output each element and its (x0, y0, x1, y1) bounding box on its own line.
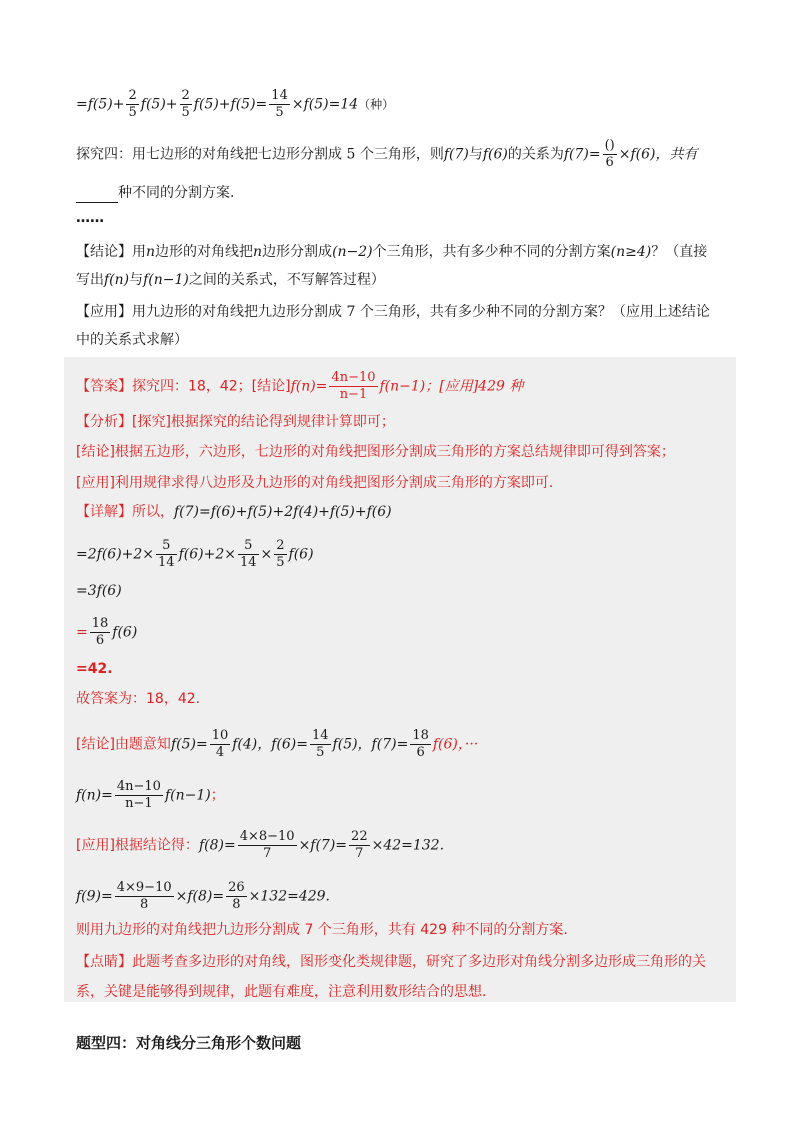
math-term: f(7)= (563, 146, 601, 163)
text: 个三角形，则 (359, 146, 444, 163)
detail-line-11: 则用九边形的对角线把九边形分割成 7 个三角形，共有 429 种不同的分割方案. (76, 922, 568, 938)
text: ； (210, 787, 225, 804)
ellipsis: …… (76, 210, 104, 226)
math-term: × (260, 546, 273, 563)
analysis-line-2: [结论]根据五边形，六边形，七边形的对角线把图形分割成三角形的方案总结规律即可得到答案； (76, 444, 675, 460)
frac-num: () (604, 138, 615, 153)
detail-line-9 (76, 829, 444, 862)
frac-num: 2 (276, 538, 285, 553)
frac-den: 6 (95, 633, 105, 648)
frac-den: 5 (128, 105, 137, 120)
frac-num: 18 (412, 728, 429, 743)
conclusion-line-2 (76, 270, 385, 290)
math-term: f(6)，··· (432, 736, 479, 753)
text: 与 (468, 146, 483, 163)
unit-text: （种） (358, 97, 395, 112)
math-term: f(5)+ (140, 96, 178, 113)
fraction (269, 88, 290, 121)
math-term: f(5)= (170, 736, 208, 753)
math-term: f(n)= (290, 378, 328, 395)
frac-num: 5 (238, 538, 259, 555)
math-term: f(4)，f(6)= (232, 736, 308, 753)
math-term: f(5)+ (87, 96, 125, 113)
math-term: f(5)，f(7)= (332, 736, 409, 753)
text: 与 (129, 272, 144, 288)
detail-line-8 (76, 779, 225, 812)
frac-num: 14 (312, 728, 329, 743)
math-term: f(n−1) (164, 787, 211, 804)
frac-den: 5 (316, 745, 325, 760)
frac-den: 6 (605, 155, 614, 170)
fraction (410, 728, 431, 761)
detail-line-10 (76, 880, 330, 913)
math-term: f(5)+f(5)= (193, 96, 268, 113)
fraction (180, 88, 192, 121)
math-term: =3f(6) (76, 583, 122, 599)
fraction (238, 538, 259, 571)
math-term: n (146, 244, 156, 260)
text: 【应用】用九边形的对角线把九边形分割成 (76, 304, 342, 320)
fraction (349, 829, 370, 862)
application-line-1 (76, 302, 710, 322)
frac-den: 5 (276, 555, 285, 570)
frac-den: 14 (158, 555, 175, 570)
math-term: f(6) (112, 624, 138, 641)
fraction (156, 538, 177, 571)
frac-den: 7 (355, 846, 364, 861)
math-term: f(n) (104, 272, 130, 288)
detail-line-1 (76, 502, 392, 522)
text: 的关系为 (507, 146, 564, 163)
frac-den: 5 (181, 105, 190, 120)
detail-line-5: =42. (76, 661, 113, 677)
explore-four-line-2 (76, 183, 234, 203)
analysis-line-3: [应用]利用规律求得八边形及九边形的对角线把图形分割成三角形的方案即可. (76, 475, 554, 491)
text: [应用]根据结论得： (76, 837, 199, 854)
frac-num: 5 (156, 538, 177, 555)
math-term: f(n)= (76, 787, 113, 804)
frac-den: 4 (215, 745, 225, 760)
detail-line-3 (76, 581, 122, 601)
text: 之间的关系式，不写解答过程） (188, 272, 385, 288)
detail-line-7 (76, 728, 478, 761)
fraction (90, 616, 111, 649)
frac-num: 18 (91, 616, 109, 631)
math-term: f(6) (482, 146, 508, 163)
fraction (274, 538, 286, 571)
frac-num: 26 (228, 880, 245, 895)
conclusion-line-1 (76, 242, 707, 262)
text: 写出 (76, 272, 104, 288)
detail-line-6: 故答案为：18，42. (76, 691, 201, 707)
frac-num: 4n−10 (116, 779, 161, 794)
math-term: ×f(8)= (175, 888, 225, 905)
text: 【答案】探究四：18，42；[结论] (76, 378, 291, 395)
text: 种不同的分割方案. (118, 185, 235, 201)
number: 7 (346, 304, 356, 320)
text: 个三角形，共有多少种不同的分割方案 (372, 244, 611, 260)
frac-den: 6 (416, 745, 425, 760)
fraction (126, 88, 138, 121)
eq-sign: = (76, 96, 88, 113)
math-term: =2f(6)+2× (76, 546, 155, 563)
text: 【结论】用 (76, 244, 146, 260)
comment-line-1: 【点睛】此题考查多边形的对角线，图形变化类规律题，研究了多边形对角线分割多边形成三角形的关 (76, 954, 706, 970)
fraction (210, 728, 231, 761)
math-term: f(7) (443, 146, 469, 163)
math-term: ×f(6)，共有 (618, 146, 698, 163)
frac-num: 4×8−10 (239, 829, 295, 844)
fraction (603, 138, 617, 171)
math-term: ×42=132. (371, 837, 445, 854)
eq-sign: = (76, 624, 88, 641)
math-term: f(n−1) (143, 272, 189, 288)
math-term: (n≥4) (610, 244, 652, 260)
math-term: ×132=429. (248, 888, 331, 905)
frac-num: 2 (128, 88, 137, 103)
frac-num: 22 (351, 829, 368, 844)
fraction (115, 779, 163, 812)
text: ？（直接 (651, 244, 708, 260)
detail-line-2 (76, 538, 314, 571)
text: 边形分割成 (262, 244, 333, 260)
text: 探究四：用七边形的对角线把七边形分割成 (76, 146, 342, 163)
math-term: f(8)= (198, 837, 236, 854)
analysis-line-1: 【分析】[探究]根据探究的结论得到规律计算即可； (76, 414, 395, 430)
frac-num: 4×9−10 (116, 880, 172, 895)
frac-num: 4n−10 (331, 370, 376, 385)
answer-line (76, 370, 523, 403)
application-line-2: 中的关系式求解） (76, 332, 188, 348)
frac-num: 14 (271, 88, 288, 103)
math-term: f(9)= (76, 888, 113, 905)
number: 5 (346, 146, 356, 163)
math-term: f(6) (288, 546, 314, 563)
text: 个三角形，共有多少种不同的分割方案？（应用上述结论 (359, 304, 710, 320)
math-term: f(6)+2× (178, 546, 236, 563)
fraction (115, 880, 174, 913)
text: 【详解】所以， (76, 504, 174, 520)
explore-four-line (76, 138, 698, 171)
text: [结论]由题意知 (76, 736, 171, 753)
frac-den: n−1 (339, 387, 368, 402)
frac-den: 5 (275, 105, 284, 120)
math-term: ×f(5)=14 (291, 96, 359, 113)
math-term: ×f(7)= (298, 837, 348, 854)
frac-den: 14 (239, 555, 257, 570)
fraction (238, 829, 297, 862)
detail-line-4 (76, 616, 137, 649)
math-term: n (253, 244, 263, 260)
fraction (329, 370, 377, 403)
equation-line-1 (76, 88, 394, 121)
comment-line-2: 系，关键是能够得到规律，此题有难度，注意利用数形结合的思想. (76, 984, 487, 1000)
section-heading: 题型四：对角线分三角形个数问题 (76, 1034, 302, 1052)
frac-den: 8 (140, 897, 149, 912)
frac-num: 10 (211, 728, 229, 743)
text: 边形的对角线把 (155, 244, 254, 260)
math-term: (n−2) (332, 244, 373, 260)
frac-num: 2 (181, 88, 190, 103)
answer-blank (76, 188, 118, 203)
fraction (310, 728, 331, 761)
fraction (226, 880, 247, 913)
frac-den: n−1 (125, 796, 153, 811)
math-term: f(7)=f(6)+f(5)+2f(4)+f(5)+f(6) (174, 504, 392, 520)
frac-den: 8 (232, 897, 241, 912)
math-term: f(n−1)；[应用]429 种 (379, 378, 524, 395)
frac-den: 7 (262, 846, 272, 861)
